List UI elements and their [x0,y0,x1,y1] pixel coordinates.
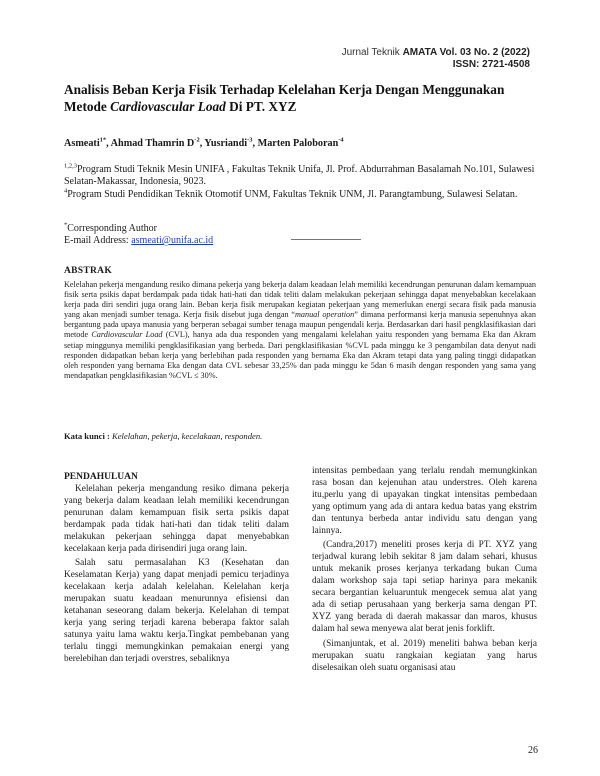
author-sup: -4 [338,136,344,144]
abstract-italic: manual operation [294,310,355,320]
author-name: , Marten Paloboran [252,138,339,149]
journal-header [230,47,530,71]
paper-title [64,81,544,115]
corresp-mark: * [64,221,68,229]
left-column [64,484,289,669]
title-text-2: Di PT. XYZ [225,99,297,114]
corresp-label: Corresponding Author [67,223,157,234]
author-list [64,137,544,150]
keywords-label: Kata kunci : [64,431,112,441]
right-column [312,466,537,677]
affiliation-1 [64,164,544,188]
email-label: E-mail Address: [64,235,132,247]
abstract-text [64,280,536,381]
journal-issn: ISSN: 2721-4508 [452,59,530,70]
affiliation-text: Program Studi Teknik Mesin UNIFA , Fakultas Teknik Unifa, Jl. Prof. Abdurrahman Basalamah No.101, Sulawesi Selatan-Makassar, Indonesia, 9023. [64,164,535,188]
abstract-italic: Cardiovascular Load [91,330,163,340]
author-sup: 1* [99,136,107,144]
abstract-part: (CVL), hanya ada dua responden yang mengalami kelelahan yaitu responden yang bernama Eka dan Akram setiap minggunya memiliki pengklasifikasian yang berbeda. Dari pengklasifikasian %CVL pada minggu ke 3 pengambilan data denyut nadi responden didapatkan beban kerja yang berlebihan pada responden yang bernama Eka dan Akram tetapi data yang paling tinggi didapatkan oleh responden yang bernama Eka dengan data CVL sebesar 33,25% dan pada minggu ke 5dan 6 masih dengan responden yang sama yang mendapatkan pengklasifikasian %CVL ≤ 30%. [64,330,536,380]
affiliation-sup: 1,2,3 [64,162,77,170]
affiliation-text: Program Studi Pendidikan Teknik Otomotif UNM, Fakultas Teknik UNM, Jl. Parangtambung, Sulawesi Selatan. [67,189,518,200]
keywords-text: Kelelahan, pekerja, kecelakaan, responden. [112,431,263,441]
author-sup: -3 [247,136,253,144]
journal-volume-line [230,47,530,59]
divider-line [291,239,361,240]
abstract-heading: ABSTRAK [64,266,113,276]
paragraph: Salah satu permasalahan K3 (Kesehatan dan Keselamatan Kerja) yang dapat menjadi pemicu terjadinya kecelakaan kerja adalah kelelahan. Kelelahan kerja merupakan suatu keadaan menurunnya efisiensi dan ketahanan seseorang dalam bekerja. Kelelahan di tempat kerja yang sering terjadi karena beberapa faktor salah satunya yaitu lama waktu kerja.Tingkat pembebanan yang terlalu tinggi memungkinkan pemakaian energi yang berelebihan dan terjadi overstres, sebaliknya [64,558,289,664]
section-heading: PENDAHULUAN [64,472,138,482]
correspondence [64,223,544,247]
author-sup: -2 [194,136,200,144]
keywords [64,431,536,442]
affiliation-2 [64,189,544,201]
author-name: Asmeati [64,138,100,149]
page-number: 26 [528,745,538,756]
paragraph: Kelelahan pekerja mengandung resiko dimana pekerja yang bekerja dalam keadaan lelah memiliki kecendrungan penurunan dalam kemampuan fisik serta psikis dapat berdampak pada tidak hati-hati dan tidak teliti dalam melakukan pekerjaan sehingga dapat menyebabkan kecelakaan kerja pada dirisendiri juga orang lain. [64,484,289,554]
paragraph: intensitas pembedaan yang terlalu rendah memungkinkan rasa bosan dan kejenuhan atau understres. Oleh karena itu,perlu yang di upayakan tingkat intensitas pembedaan yang optimum yang ada di antara kedua batas yang ekstrim dan tentunya berbeda antar individu satu dengan yang lainnya. [312,466,537,536]
title-text-1: Analisis Beban Kerja Fisik Terhadap Kelelahan Kerja Dengan Menggunakan Metode [64,82,505,114]
email-link[interactable]: asmeati@unifa.ac.id [131,235,214,247]
paragraph: (Simanjuntak, et al. 2019) meneliti bahwa beban kerja merupakan suatu rangkaian kegiatan yang harus diselesaikan oleh suatu organisasi atau [312,638,537,673]
author-name: , Yusriandi [199,138,248,149]
affiliation-sup: 4 [64,187,68,195]
abstract-part: ” dimana performansi kerja manusia sepenuhnya akan bergantung pada upaya manusia yang berperan sebagai sumber tenaga maupun pengendali kerja. Berdasarkan dari hasil pengklasifikasian dari metode [64,310,537,340]
author-name: , Ahmad Thamrin D [106,138,195,149]
abstract-part: Kelelahan pekerja mengandung resiko dimana pekerja yang bekerja dalam keadaan lelah memiliki kecendrungan penurunan dalam kemampuan fisik serta psikis dapat berdampak pada tidak hati-hati dan tidak teliti dalam melakukan pekerjaan sehingga dapat menyebabkan kecelakaan kerja pada diri sendiri juga orang lain. Beban kerja fisik merupakan kegiatan pekerjaan yang memerlukan energi secara fisik pada manusia yang akan menjadi sumber tenaga. Kerja fisik disebut juga dengan “ [64,280,536,320]
journal-name: Jurnal Teknik [341,47,403,58]
paragraph: (Candra,2017) meneliti proses kerja di PT. XYZ yang terjadwal kurang lebih sekitar 8 jam dalam sehari, khusus untuk mekanik proses kerjanya terkadang bukan Cuma dalam workshop saja tapi setiap harinya para mekanik secara bergantian keluaruntuk mengecek semua alat yang ada di setiap perusahaan yang berkerja sama dengan PT. XYZ yang berada di daerah makassar dan maros, khusus dalam hal sewa menyewa alat berat jenis forklift. [312,540,537,634]
journal-volume: AMATA Vol. 03 No. 2 (2022) [402,47,530,58]
title-italic: Cardiovascular Load [110,99,226,114]
